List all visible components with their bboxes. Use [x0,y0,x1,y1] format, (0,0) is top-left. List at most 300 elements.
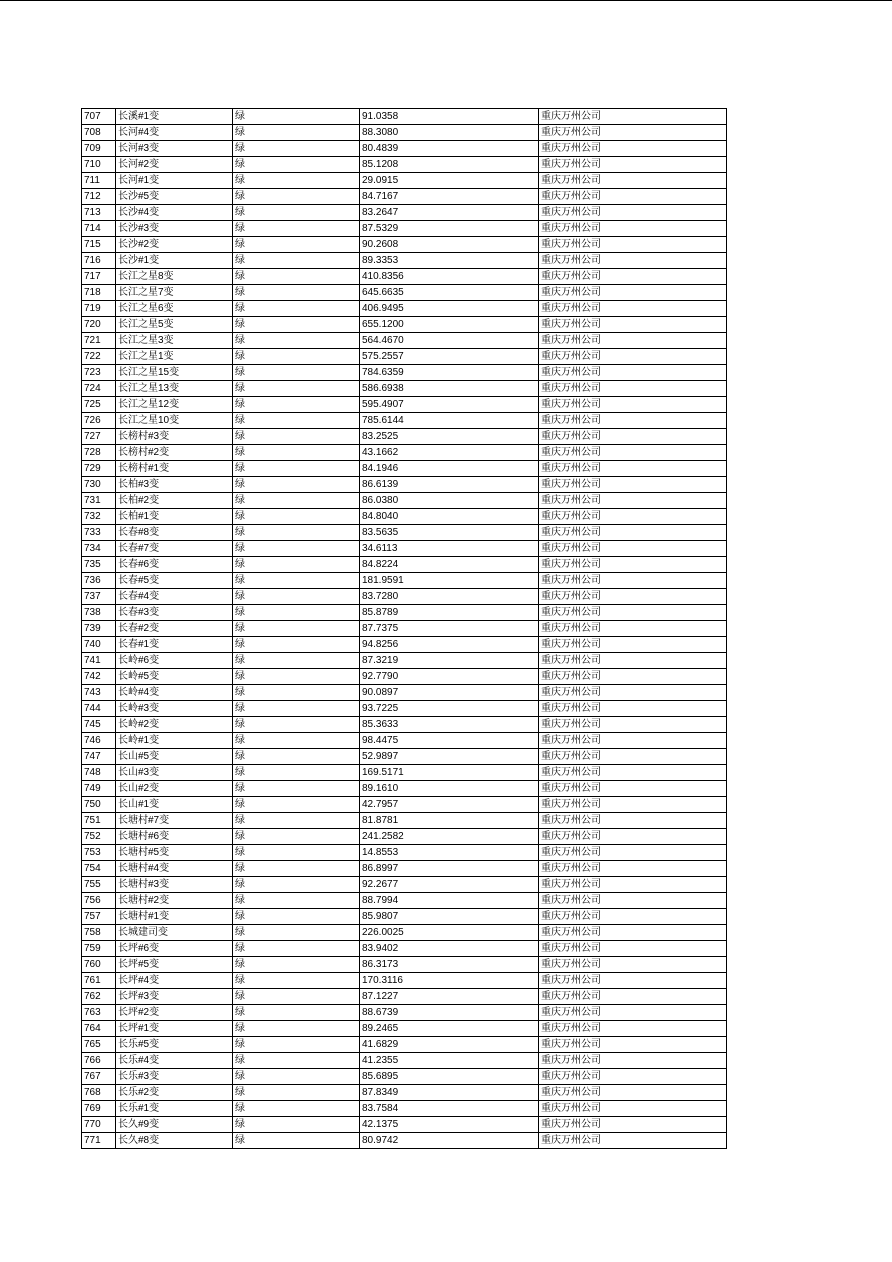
value-cell: 406.9495 [360,301,539,317]
table-row [82,301,727,317]
value-cell: 81.8781 [360,813,539,829]
table-row [82,669,727,685]
value-cell: 87.1227 [360,989,539,1005]
row-number-cell: 726 [82,413,116,429]
row-number-cell: 751 [82,813,116,829]
station-name-cell: 长江之星1变 [116,349,233,365]
station-name-cell: 长江之星8变 [116,269,233,285]
row-number-cell: 743 [82,685,116,701]
row-number-cell: 723 [82,365,116,381]
station-name-cell: 长坪#3变 [116,989,233,1005]
status-cell: 绿 [233,909,360,925]
company-cell: 重庆万州公司 [539,365,727,381]
table-row [82,717,727,733]
station-name-cell: 长岭#4变 [116,685,233,701]
company-cell: 重庆万州公司 [539,637,727,653]
station-name-cell: 长春#5变 [116,573,233,589]
table-row [82,189,727,205]
station-name-cell: 长春#8变 [116,525,233,541]
value-cell: 83.2525 [360,429,539,445]
table-row [82,1037,727,1053]
company-cell: 重庆万州公司 [539,557,727,573]
company-cell: 重庆万州公司 [539,781,727,797]
status-cell: 绿 [233,525,360,541]
value-cell: 784.6359 [360,365,539,381]
company-cell: 重庆万州公司 [539,621,727,637]
row-number-cell: 744 [82,701,116,717]
status-cell: 绿 [233,957,360,973]
table-row [82,1021,727,1037]
value-cell: 89.1610 [360,781,539,797]
table-row [82,1101,727,1117]
row-number-cell: 719 [82,301,116,317]
status-cell: 绿 [233,1069,360,1085]
company-cell: 重庆万州公司 [539,749,727,765]
company-cell: 重庆万州公司 [539,653,727,669]
table-row [82,141,727,157]
table-row [82,477,727,493]
value-cell: 94.8256 [360,637,539,653]
status-cell: 绿 [233,621,360,637]
row-number-cell: 736 [82,573,116,589]
company-cell: 重庆万州公司 [539,893,727,909]
value-cell: 785.6144 [360,413,539,429]
row-number-cell: 709 [82,141,116,157]
station-name-cell: 长江之星3变 [116,333,233,349]
station-name-cell: 长山#3变 [116,765,233,781]
station-name-cell: 长塘村#5变 [116,845,233,861]
row-number-cell: 737 [82,589,116,605]
station-name-cell: 长乐#5变 [116,1037,233,1053]
status-cell: 绿 [233,845,360,861]
value-cell: 86.0380 [360,493,539,509]
company-cell: 重庆万州公司 [539,173,727,189]
table-row [82,429,727,445]
value-cell: 586.6938 [360,381,539,397]
status-cell: 绿 [233,941,360,957]
value-cell: 85.3633 [360,717,539,733]
company-cell: 重庆万州公司 [539,685,727,701]
row-number-cell: 739 [82,621,116,637]
company-cell: 重庆万州公司 [539,1037,727,1053]
row-number-cell: 721 [82,333,116,349]
value-cell: 41.6829 [360,1037,539,1053]
row-number-cell: 747 [82,749,116,765]
table-row [82,445,727,461]
company-cell: 重庆万州公司 [539,1117,727,1133]
station-name-cell: 长坪#2变 [116,1005,233,1021]
row-number-cell: 735 [82,557,116,573]
table-row [82,893,727,909]
company-cell: 重庆万州公司 [539,285,727,301]
table-row [82,541,727,557]
station-name-cell: 长城建司变 [116,925,233,941]
table-row [82,1069,727,1085]
row-number-cell: 729 [82,461,116,477]
value-cell: 80.9742 [360,1133,539,1149]
station-name-cell: 长江之星13变 [116,381,233,397]
table-row [82,861,727,877]
company-cell: 重庆万州公司 [539,237,727,253]
table-row [82,845,727,861]
value-cell: 90.0897 [360,685,539,701]
status-cell: 绿 [233,109,360,125]
table-row [82,173,727,189]
status-cell: 绿 [233,1037,360,1053]
row-number-cell: 757 [82,909,116,925]
value-cell: 87.5329 [360,221,539,237]
station-name-cell: 长沙#5变 [116,189,233,205]
station-name-cell: 长柏#3变 [116,477,233,493]
station-name-cell: 长乐#4变 [116,1053,233,1069]
row-number-cell: 766 [82,1053,116,1069]
station-name-cell: 长春#6变 [116,557,233,573]
company-cell: 重庆万州公司 [539,1069,727,1085]
value-cell: 89.3353 [360,253,539,269]
status-cell: 绿 [233,925,360,941]
status-cell: 绿 [233,669,360,685]
station-name-cell: 长乐#1变 [116,1101,233,1117]
status-cell: 绿 [233,893,360,909]
row-number-cell: 752 [82,829,116,845]
status-cell: 绿 [233,253,360,269]
status-cell: 绿 [233,749,360,765]
table-row [82,589,727,605]
company-cell: 重庆万州公司 [539,861,727,877]
status-cell: 绿 [233,589,360,605]
station-name-cell: 长坪#1变 [116,1021,233,1037]
station-name-cell: 长江之星7变 [116,285,233,301]
company-cell: 重庆万州公司 [539,317,727,333]
value-cell: 90.2608 [360,237,539,253]
row-number-cell: 727 [82,429,116,445]
value-cell: 83.7584 [360,1101,539,1117]
company-cell: 重庆万州公司 [539,381,727,397]
value-cell: 169.5171 [360,765,539,781]
table-row [82,413,727,429]
status-cell: 绿 [233,989,360,1005]
top-rule [0,0,892,1]
row-number-cell: 761 [82,973,116,989]
table-row [82,285,727,301]
station-name-cell: 长乐#2变 [116,1085,233,1101]
value-cell: 83.5635 [360,525,539,541]
table-body [82,109,727,1149]
station-name-cell: 长塘村#7变 [116,813,233,829]
row-number-cell: 754 [82,861,116,877]
station-name-cell: 长江之星15变 [116,365,233,381]
status-cell: 绿 [233,1005,360,1021]
value-cell: 564.4670 [360,333,539,349]
table-row [82,317,727,333]
company-cell: 重庆万州公司 [539,877,727,893]
status-cell: 绿 [233,1101,360,1117]
status-cell: 绿 [233,1053,360,1069]
value-cell: 29.0915 [360,173,539,189]
row-number-cell: 762 [82,989,116,1005]
company-cell: 重庆万州公司 [539,189,727,205]
row-number-cell: 715 [82,237,116,253]
value-cell: 42.1375 [360,1117,539,1133]
value-cell: 98.4475 [360,733,539,749]
row-number-cell: 769 [82,1101,116,1117]
table-row [82,205,727,221]
row-number-cell: 716 [82,253,116,269]
row-number-cell: 740 [82,637,116,653]
table-row [82,237,727,253]
value-cell: 83.7280 [360,589,539,605]
value-cell: 241.2582 [360,829,539,845]
row-number-cell: 731 [82,493,116,509]
station-name-cell: 长久#9变 [116,1117,233,1133]
company-cell: 重庆万州公司 [539,829,727,845]
status-cell: 绿 [233,541,360,557]
station-name-cell: 长沙#4变 [116,205,233,221]
company-cell: 重庆万州公司 [539,1101,727,1117]
station-name-cell: 长塘村#1变 [116,909,233,925]
station-name-cell: 长春#1变 [116,637,233,653]
value-cell: 92.7790 [360,669,539,685]
company-cell: 重庆万州公司 [539,733,727,749]
value-cell: 14.8553 [360,845,539,861]
table-row [82,765,727,781]
table-row [82,573,727,589]
status-cell: 绿 [233,493,360,509]
row-number-cell: 722 [82,349,116,365]
station-name-cell: 长榜村#1变 [116,461,233,477]
station-name-cell: 长山#1变 [116,797,233,813]
status-cell: 绿 [233,765,360,781]
row-number-cell: 728 [82,445,116,461]
station-name-cell: 长春#4变 [116,589,233,605]
value-cell: 41.2355 [360,1053,539,1069]
table-row [82,973,727,989]
row-number-cell: 764 [82,1021,116,1037]
status-cell: 绿 [233,221,360,237]
table-row [82,525,727,541]
station-name-cell: 长春#2变 [116,621,233,637]
status-cell: 绿 [233,349,360,365]
row-number-cell: 711 [82,173,116,189]
status-cell: 绿 [233,973,360,989]
station-name-cell: 长榜村#2变 [116,445,233,461]
company-cell: 重庆万州公司 [539,333,727,349]
row-number-cell: 771 [82,1133,116,1149]
row-number-cell: 756 [82,893,116,909]
table-row [82,941,727,957]
station-name-cell: 长岭#3变 [116,701,233,717]
table-row [82,1085,727,1101]
status-cell: 绿 [233,1117,360,1133]
station-name-cell: 长乐#3变 [116,1069,233,1085]
row-number-cell: 742 [82,669,116,685]
station-name-cell: 长塘村#6变 [116,829,233,845]
value-cell: 83.2647 [360,205,539,221]
row-number-cell: 720 [82,317,116,333]
status-cell: 绿 [233,813,360,829]
table-row [82,461,727,477]
value-cell: 86.8997 [360,861,539,877]
row-number-cell: 741 [82,653,116,669]
station-name-cell: 长塘村#3变 [116,877,233,893]
table-row [82,653,727,669]
value-cell: 88.3080 [360,125,539,141]
company-cell: 重庆万州公司 [539,253,727,269]
row-number-cell: 759 [82,941,116,957]
station-name-cell: 长春#3变 [116,605,233,621]
value-cell: 85.9807 [360,909,539,925]
table-row [82,877,727,893]
row-number-cell: 724 [82,381,116,397]
company-cell: 重庆万州公司 [539,1005,727,1021]
row-number-cell: 732 [82,509,116,525]
status-cell: 绿 [233,381,360,397]
value-cell: 88.6739 [360,1005,539,1021]
status-cell: 绿 [233,701,360,717]
station-name-cell: 长柏#2变 [116,493,233,509]
status-cell: 绿 [233,829,360,845]
station-name-cell: 长坪#4变 [116,973,233,989]
company-cell: 重庆万州公司 [539,429,727,445]
row-number-cell: 758 [82,925,116,941]
value-cell: 87.8349 [360,1085,539,1101]
status-cell: 绿 [233,173,360,189]
table-row [82,381,727,397]
station-name-cell: 长坪#5变 [116,957,233,973]
value-cell: 88.7994 [360,893,539,909]
status-cell: 绿 [233,605,360,621]
station-name-cell: 长坪#6变 [116,941,233,957]
company-cell: 重庆万州公司 [539,301,727,317]
company-cell: 重庆万州公司 [539,589,727,605]
status-cell: 绿 [233,509,360,525]
status-cell: 绿 [233,397,360,413]
row-number-cell: 707 [82,109,116,125]
row-number-cell: 760 [82,957,116,973]
row-number-cell: 748 [82,765,116,781]
row-number-cell: 725 [82,397,116,413]
status-cell: 绿 [233,797,360,813]
table-row [82,605,727,621]
station-name-cell: 长沙#3变 [116,221,233,237]
value-cell: 80.4839 [360,141,539,157]
company-cell: 重庆万州公司 [539,509,727,525]
value-cell: 170.3116 [360,973,539,989]
company-cell: 重庆万州公司 [539,1053,727,1069]
company-cell: 重庆万州公司 [539,989,727,1005]
station-name-cell: 长岭#1变 [116,733,233,749]
status-cell: 绿 [233,365,360,381]
value-cell: 83.9402 [360,941,539,957]
status-cell: 绿 [233,189,360,205]
row-number-cell: 738 [82,605,116,621]
station-name-cell: 长岭#5变 [116,669,233,685]
value-cell: 87.3219 [360,653,539,669]
company-cell: 重庆万州公司 [539,125,727,141]
status-cell: 绿 [233,125,360,141]
value-cell: 42.7957 [360,797,539,813]
table-row [82,813,727,829]
row-number-cell: 753 [82,845,116,861]
value-cell: 410.8356 [360,269,539,285]
company-cell: 重庆万州公司 [539,269,727,285]
row-number-cell: 755 [82,877,116,893]
row-number-cell: 710 [82,157,116,173]
company-cell: 重庆万州公司 [539,701,727,717]
value-cell: 595.4907 [360,397,539,413]
company-cell: 重庆万州公司 [539,413,727,429]
row-number-cell: 749 [82,781,116,797]
value-cell: 89.2465 [360,1021,539,1037]
status-cell: 绿 [233,269,360,285]
table-row [82,349,727,365]
company-cell: 重庆万州公司 [539,1133,727,1149]
company-cell: 重庆万州公司 [539,605,727,621]
station-name-cell: 长江之星12变 [116,397,233,413]
table-row [82,125,727,141]
company-cell: 重庆万州公司 [539,477,727,493]
station-name-cell: 长河#1变 [116,173,233,189]
station-name-cell: 长河#4变 [116,125,233,141]
company-cell: 重庆万州公司 [539,349,727,365]
row-number-cell: 767 [82,1069,116,1085]
status-cell: 绿 [233,685,360,701]
company-cell: 重庆万州公司 [539,461,727,477]
value-cell: 655.1200 [360,317,539,333]
status-cell: 绿 [233,205,360,221]
company-cell: 重庆万州公司 [539,669,727,685]
station-name-cell: 长河#2变 [116,157,233,173]
table-row [82,557,727,573]
station-name-cell: 长山#5变 [116,749,233,765]
company-cell: 重庆万州公司 [539,573,727,589]
row-number-cell: 718 [82,285,116,301]
station-name-cell: 长沙#2变 [116,237,233,253]
value-cell: 85.1208 [360,157,539,173]
status-cell: 绿 [233,573,360,589]
value-cell: 84.8040 [360,509,539,525]
value-cell: 645.6635 [360,285,539,301]
row-number-cell: 712 [82,189,116,205]
table-row [82,989,727,1005]
status-cell: 绿 [233,461,360,477]
company-cell: 重庆万州公司 [539,957,727,973]
value-cell: 43.1662 [360,445,539,461]
company-cell: 重庆万州公司 [539,525,727,541]
station-name-cell: 长岭#2变 [116,717,233,733]
status-cell: 绿 [233,1085,360,1101]
table-row [82,333,727,349]
row-number-cell: 730 [82,477,116,493]
status-cell: 绿 [233,653,360,669]
company-cell: 重庆万州公司 [539,765,727,781]
status-cell: 绿 [233,413,360,429]
station-name-cell: 长河#3变 [116,141,233,157]
value-cell: 575.2557 [360,349,539,365]
company-cell: 重庆万州公司 [539,157,727,173]
table-row [82,701,727,717]
status-cell: 绿 [233,557,360,573]
status-cell: 绿 [233,477,360,493]
value-cell: 91.0358 [360,109,539,125]
company-cell: 重庆万州公司 [539,925,727,941]
status-cell: 绿 [233,717,360,733]
status-cell: 绿 [233,317,360,333]
table-row [82,109,727,125]
table-row [82,781,727,797]
station-name-cell: 长久#8变 [116,1133,233,1149]
company-cell: 重庆万州公司 [539,221,727,237]
